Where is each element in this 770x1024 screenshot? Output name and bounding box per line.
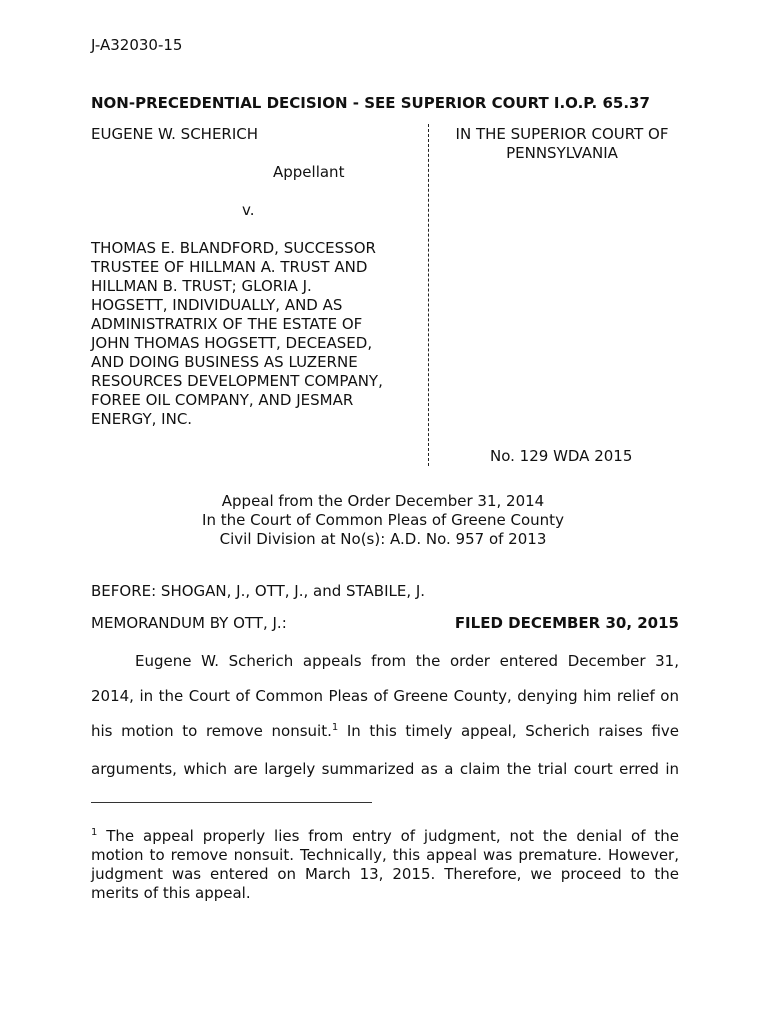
body-text-segment: In this timely appeal, Scherich raises five [338,722,679,740]
panel-judges: BEFORE: SHOGAN, J., OTT, J., and STABILE, J. [91,582,426,600]
footnote-separator [91,802,372,803]
appellee-line: ENERGY, INC. [91,410,193,428]
versus: v. [242,201,255,219]
appellee-line: ADMINISTRATRIX OF THE ESTATE OF [91,315,363,333]
appellee-line: THOMAS E. BLANDFORD, SUCCESSOR [91,239,376,257]
spacer [91,220,421,239]
appeal-info [90,492,676,549]
appellant-name: EUGENE W. SCHERICH [91,125,259,143]
appellee-line: HILLMAN B. TRUST; GLORIA J. [91,277,312,295]
non-precedential-notice: NON-PRECEDENTIAL DECISION - SEE SUPERIOR COURT I.O.P. 65.37 [91,94,650,112]
appeal-line: Civil Division at No(s): A.D. No. 957 of 2013 [219,530,547,548]
body-paragraph-line: 2014, in the Court of Common Pleas of Greene County, denying him relief on [91,687,679,705]
caption-divider [428,124,429,466]
docket-code: J-A32030-15 [91,36,183,54]
body-paragraph-line [91,722,679,740]
memorandum-author: MEMORANDUM BY OTT, J.: [91,614,287,632]
footnote-reference[interactable]: 1 [331,722,339,733]
caption-parties [91,125,421,429]
appellee-line: AND DOING BUSINESS AS LUZERNE [91,353,358,371]
court-line: IN THE SUPERIOR COURT OF [455,125,669,143]
appellant-role: Appellant [273,163,345,181]
body-paragraph-line: arguments, which are largely summarized as a claim the trial court erred in [91,760,679,778]
filed-date: FILED DECEMBER 30, 2015 [454,614,679,632]
body-text-segment: his motion to remove nonsuit. [91,722,332,740]
appellee-line: FOREE OIL COMPANY, AND JESMAR [91,391,354,409]
case-number: No. 129 WDA 2015 [490,447,633,465]
appellee-line: TRUSTEE OF HILLMAN A. TRUST AND [91,258,368,276]
body-paragraph-line: Eugene W. Scherich appeals from the order entered December 31, [135,652,679,670]
footnote [91,827,679,903]
appellee-line: JOHN THOMAS HOGSETT, DECEASED, [91,334,373,352]
spacer [91,144,421,163]
spacer [91,182,421,201]
appellee-line: RESOURCES DEVELOPMENT COMPANY, [91,372,383,390]
appeal-line: In the Court of Common Pleas of Greene County [202,511,564,529]
appeal-line: Appeal from the Order December 31, 2014 [221,492,545,510]
court-line: PENNSYLVANIA [506,144,618,162]
footnote-marker: 1 [91,827,98,838]
court-name [432,125,692,163]
appellee-line: HOGSETT, INDIVIDUALLY, AND AS [91,296,343,314]
footnote-text: The appeal properly lies from entry of judgment, not the denial of the motion to remove nonsuit. Technically, this appeal was premature. However, judgment was entered on March 13, 2015. Therefore, we proceed to the merits of this appeal. [91,827,679,902]
